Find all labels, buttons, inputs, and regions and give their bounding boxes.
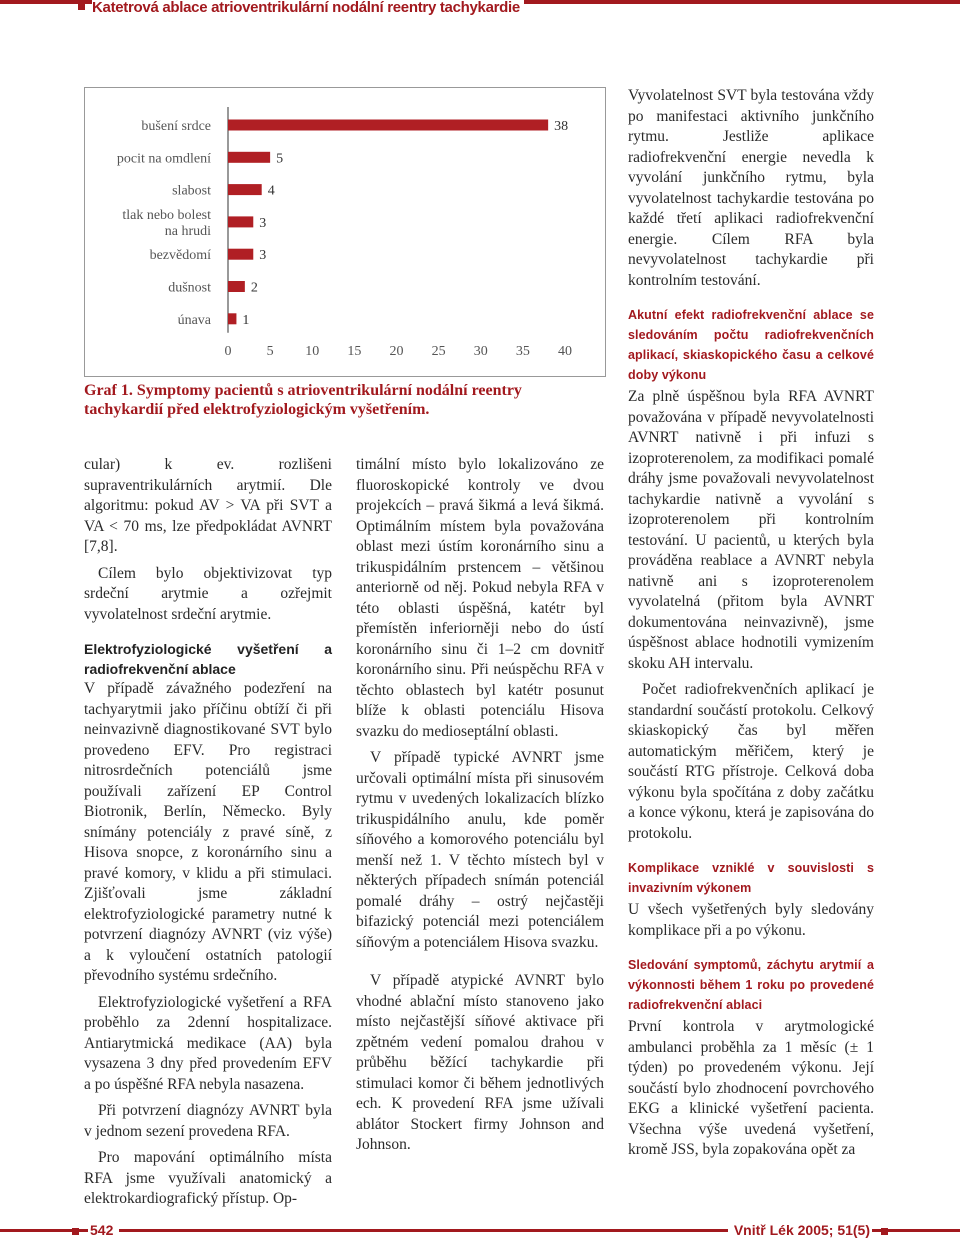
running-header-title: Katetrová ablace atrioventrikulární nodální reentry tachykardie [92,0,524,16]
bar [228,281,245,292]
footer-square-marker-left [72,1228,79,1235]
x-tick-label: 30 [473,344,488,359]
paragraph: timální místo bylo lokalizováno ze fluoroskopické kontroly ve dvou projekcích – pravá šikmá a levá šikmá. Optimálním místem byla považována oblast mezi ústím koronárního sinu a trikuspidálním prstencem – většinou anteriorně od něj. Pokud nebyla RFA v této oblasti úspěšná, katétr byl přemístěn inferiorněji nebo do ústí koronárního sinu či 1–2 cm dovnitř koronárního sinu. Při neúspěchu RFA v těchto oblastech byl katétr posunut blíže k oblasti potenciálu Hisova svazku do medioseptální oblasti. [356,456,604,740]
data-label: 4 [267,183,275,199]
subsection-heading: Sledování symptomů, záchytu arytmií a výkonnosti během 1 roku po provedené radiofrekvenční ablaci [628,958,874,1012]
paragraph: cular) k ev. rozlišeni supraventrikulárních arytmií. Dle algoritmu: pokud AV > VA při SVT a VA < 70 ms, lze předpokládat AVNRT [7,8]. [84,456,332,555]
subsection-heading: Komplikace vzniklé v souvislosti s invazivním výkonem [628,861,874,895]
bar [228,313,236,324]
paragraph: U všech vyšetřených byly sledovány komplikace při a po výkonu. [628,901,874,939]
x-tick-label: 0 [224,344,232,359]
page-number: 542 [88,1222,119,1238]
header-square-marker [78,3,85,10]
symptoms-bar-chart [84,87,604,375]
category-label: na hrudi [164,223,211,239]
x-tick-label: 10 [305,344,320,359]
data-label: 38 [554,119,569,134]
x-tick-label: 35 [515,344,530,359]
subsection-heading: Akutní efekt radiofrekvenční ablace se sledováním počtu radiofrekvenčních aplikací, skiaskopického času a celkové doby výkonu [628,308,874,382]
paragraph: Za plně úspěšnou byla RFA AVNRT považována v případě nevyvolatelnosti AVNRT nativně i při infuzi s izoproterenolem, za modifikaci pomalé dráhy jsme považovali nevyvolatelnost tachykardie nativně a vyvolání s izoproterenolem při kontrolním testování. U pacientů, u kterých byla prováděna reablace a AVNRT nebyla nativně ani s izoproterenolem vyvolatelná (přitom byla AVNRT dokumentována neinvazivně), jsme úspěšnost ablace hodnotili vymizením skoku AH intervalu. [628,388,874,672]
x-tick-label: 40 [558,344,572,359]
category-label: tlak nebo bolest [122,207,211,223]
paragraph: Cílem bylo objektivizovat typ srdeční arytmie a ozřejmit vyvolatelnost srdeční arytmie. [84,564,332,623]
category-label: únava [177,312,211,328]
category-label: pocit na omdlení [116,151,211,167]
category-label: dušnost [168,280,211,296]
text-column-3 [628,86,874,1167]
category-label: bezvědomí [149,248,211,264]
text-column-2 [356,455,604,1162]
paragraph: V případě závažného podezření na tachyarytmii jako příčinu obtíží či při neinvazivně diagnostikované SVT bylo provedeno EFV. Pro registraci nitrosrdečních potenciálů jsme používali zařízení EP Control Biotronik, Berlín, Německo. Byly snímány potenciály z pravé síně, z Hisova snopce, z koronárního sinu a pravé komory, v klidu a při stimulaci. Zjišťovali jsme základní elektrofyziologické parametry nutné k potvrzení diagnózy AVNRT (viz výše) a k vyloučení ostatních patologií převodního systému srdečního. [84,680,332,984]
bar [228,249,253,260]
data-label: 2 [250,280,258,296]
bar [228,120,548,131]
text-column-1 [84,455,332,1216]
paragraph: Při potvrzení diagnózy AVNRT byla v jednom sezení provedena RFA. [84,1102,332,1140]
figure-caption: Graf 1. Symptomy pacientů s atrioventrikulární nodální reentry tachykardií před elektrofyziologickým vyšetřením. [84,382,522,418]
paragraph: V případě atypické AVNRT bylo vhodné ablační místo stanoveno jako místo nejčastější síňové aktivace při zpětném vedení pomalou drahou v průběhu běžící tachykardie při stimulaci komor či během jednotlivých ech. K provedení RFA jsme užívali ablátor Stockert firmy Johnson and Johnson. [356,972,604,1153]
bar [228,184,262,195]
paragraph: První kontrola v arytmologické ambulanci proběhla za 1 měsíc (± 1 týden) po provedeném výkonu. Její součástí bylo zhodnocení povrchového EKG a klinické vyšetření pacienta. Všechna výše uvedená vyšetření, kromě JSS, byla zopakována opět za [628,1018,874,1158]
bar [228,152,270,163]
footer-square-marker-right [881,1228,888,1235]
data-label: 3 [259,215,267,231]
category-label: bušení srdce [141,119,211,134]
paragraph: Vyvolatelnost SVT byla testována vždy po manifestaci aktivního junkčního rytmu. Jestliže aplikace radiofrekvenční energie nevedla k vyvolání junkčního rytmu, byla vyvolatelnost tachykardie testována po každé třetí aplikaci radiofrekvenční energie. Cílem RFA byla nevyvolatelnost tachykardie při kontrolním testování. [628,87,874,289]
data-label: 3 [259,248,267,264]
paragraph: V případě typické AVNRT jsme určovali optimální místa při sinusovém rytmu v uvedených lokalizacích blízko trikuspidálního anulu, kde poměr síňového a komorového potenciálu byl menší než 1. V těchto místech byl v některých případech snímán potenciál pomalé dráhy – ostrý nejčastěji bifazický potenciál mezi potenciálem síňovým a potenciálem Hisova svazku. [356,749,604,951]
bar [228,216,253,227]
paragraph: Elektrofyziologické vyšetření a RFA proběhlo za 2denní hospitalizace. Antiarytmická medikace (AA) byla vysazena 3 dny před provedením EFV a po úspěšné RFA nebyla nasazena. [84,993,332,1093]
journal-citation: Vnitř Lék 2005; 51(5) [728,1222,872,1238]
x-tick-label: 20 [389,344,404,359]
paragraph: Pro mapování optimálního místa RFA jsme využívali anatomický a elektrokardiografický přístup. Op- [84,1149,332,1207]
x-tick-label: 25 [431,344,446,359]
section-heading: Elektrofyziologické vyšetření a radiofrekvenční ablace [84,641,332,677]
data-label: 5 [276,151,284,167]
x-tick-label: 5 [266,344,274,359]
paragraph: Počet radiofrekvenčních aplikací je standardní součástí protokolu. Celkový skiaskopický čas byl měřen automatickým měřičem, který je součástí RTG přístroje. Celková doba výkonu byla spočítána z doby začátku a konce výkonu, která je zapisována do protokolu. [628,681,874,842]
data-label: 1 [242,312,250,328]
x-tick-label: 15 [347,344,362,359]
category-label: slabost [172,183,211,199]
